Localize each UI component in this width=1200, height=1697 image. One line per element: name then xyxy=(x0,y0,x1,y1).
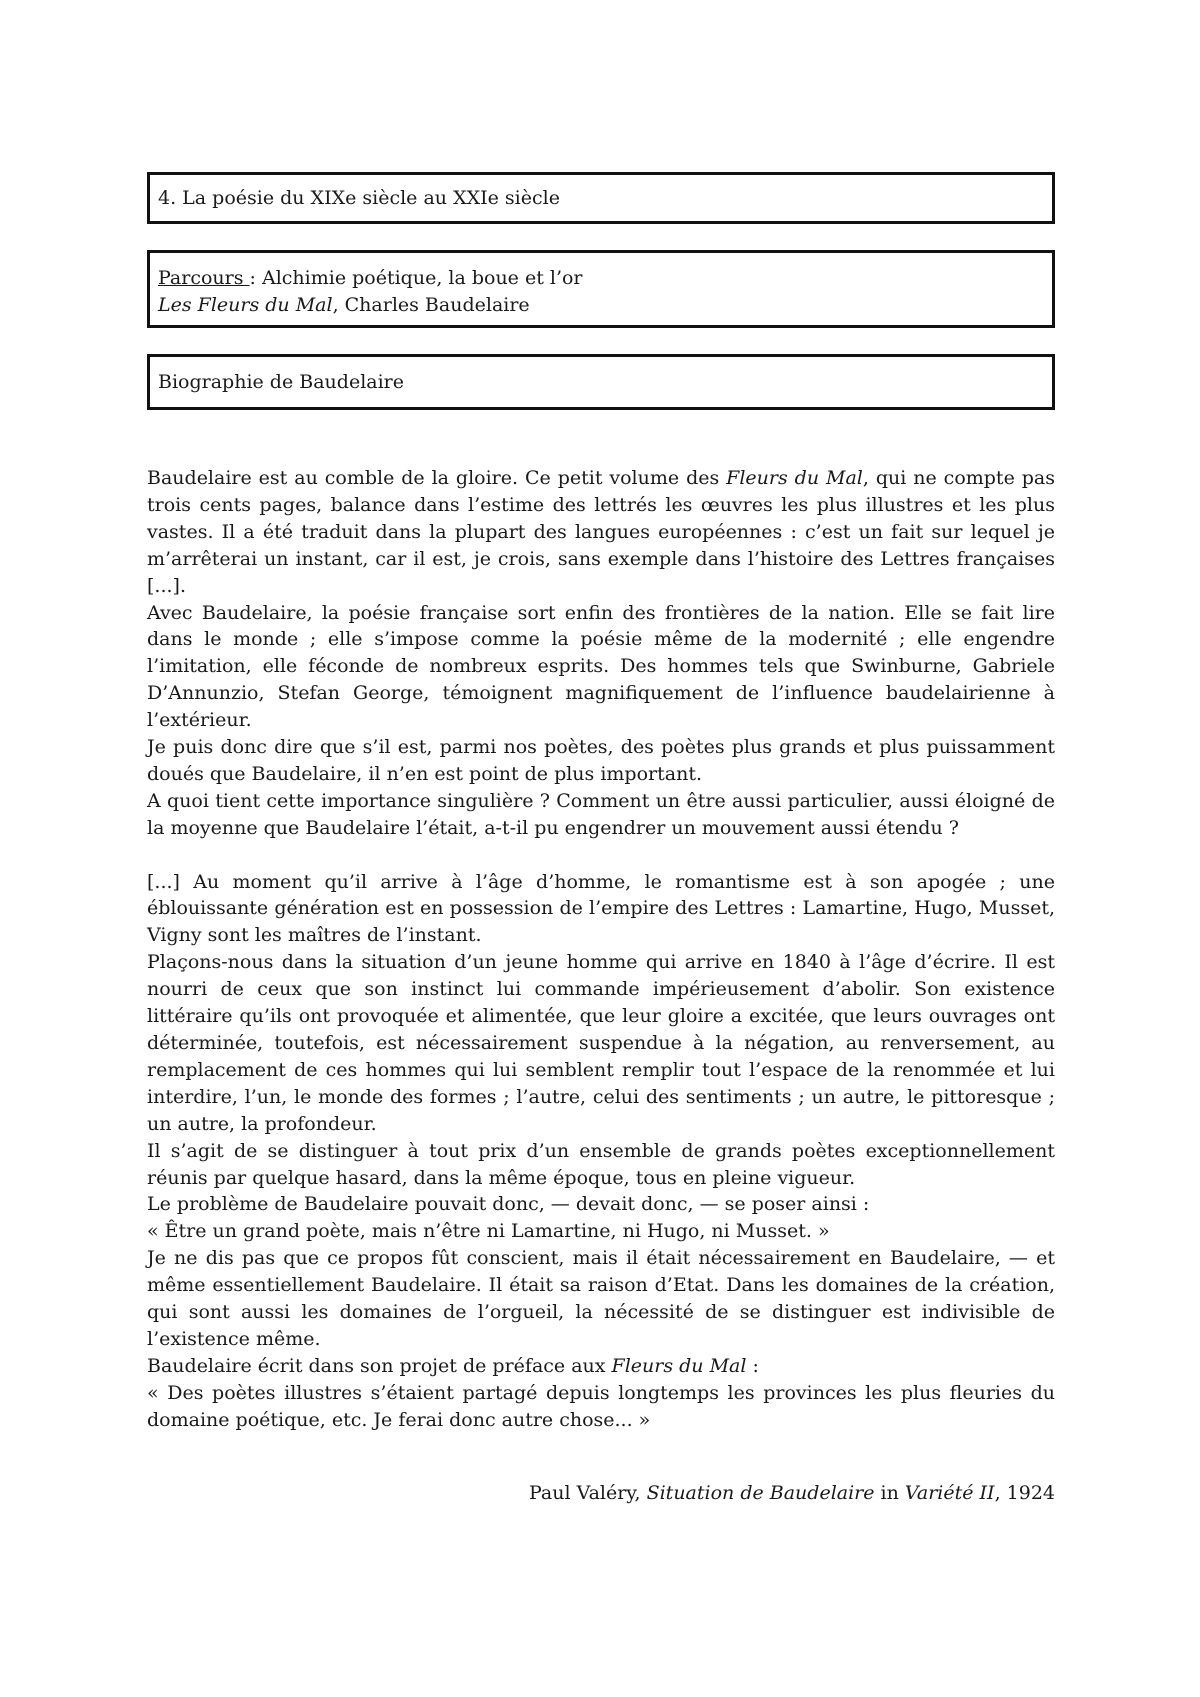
p11-text-a: Baudelaire écrit dans son projet de préface aux xyxy=(147,1354,612,1377)
paragraph-8: Le problème de Baudelaire pouvait donc, — devait donc, — se poser ainsi : xyxy=(147,1193,870,1216)
section-title: 4. La poésie du XIXe siècle au XXIe siècle xyxy=(158,187,560,209)
parcours-label: Parcours xyxy=(158,267,250,289)
parcours-box xyxy=(147,250,1055,328)
attribution-title: Situation de Baudelaire xyxy=(646,1482,875,1504)
paragraph-11 xyxy=(147,1353,1055,1380)
p1-text-b: , qui ne compte pas trois cents pages, balance dans l’estime des lettrés les œuvres les plus illustres et les plus vastes. Il a été traduit dans la plupart des langues européennes : c’est un fait sur lequel je m’arrêterai un instant, car il est, je crois, sans exemple dans l’histoire des Lettres françaises [...]. xyxy=(147,467,1055,597)
paragraph-7: Il s’agit de se distinguer à tout prix d’un ensemble de grands poètes exceptionnellement réunis par quelque hasard, dans la même époque, tous en pleine vigueur. xyxy=(147,1139,1055,1189)
work-title: Les Fleurs du Mal xyxy=(158,294,333,316)
p11-book-title: Fleurs du Mal xyxy=(611,1354,747,1377)
subtitle: Biographie de Baudelaire xyxy=(158,371,404,393)
p1-text-a: Baudelaire est au comble de la gloire. Ce petit volume des xyxy=(147,467,727,489)
parcours-line xyxy=(158,265,1044,292)
work-author: , Charles Baudelaire xyxy=(332,294,530,316)
paragraph-2: Avec Baudelaire, la poésie française sort enfin des frontières de la nation. Elle se fait lire dans le monde ; elle s’impose comme la poésie même de la modernité ; elle engendre l’imitation, elle féconde de nombreux esprits. Des hommes tels que Swinburne, Gabriele D’Annunzio, Stefan George, témoignent magnifiquement de l’influence baudelairienne à l’extérieur. xyxy=(147,601,1055,732)
p11-text-b: : xyxy=(746,1354,759,1377)
paragraph-5: [...] Au moment qu’il arrive à l’âge d’homme, le romantisme est à son apogée ; une éblouissante génération est en possession de l’empire des Lettres : Lamartine, Hugo, Musset, Vigny sont les maîtres de l’instant. xyxy=(147,870,1055,947)
main-text xyxy=(147,465,1055,1434)
paragraph-1 xyxy=(147,465,1055,600)
work-line xyxy=(158,292,1044,319)
paragraph-6: Plaçons-nous dans la situation d’un jeune homme qui arrive en 1840 à l’âge d’écrire. Il est nourri de ceux que son instinct lui commande impérieusement d’abolir. Son existence littéraire qu’ils ont provoquée et alimentée, que leur gloire a excitée, que leurs ouvrages ont déterminée, toutefois, est nécessairement suspendue à la négation, au renversement, au remplacement de ces hommes qui lui semblent remplir tout l’espace de la renommée et lui interdire, l’un, le monde des formes ; l’autre, celui des sentiments ; un autre, le pittoresque ; un autre, la profondeur. xyxy=(147,951,1055,1135)
section-title-box xyxy=(147,172,1055,224)
paragraph-12: « Des poètes illustres s’étaient partagé depuis longtemps les provinces les plus fleuries du domaine poétique, etc. Je ferai donc autre chose... » xyxy=(147,1381,1055,1431)
paragraph-9: « Être un grand poète, mais n’être ni Lamartine, ni Hugo, ni Musset. » xyxy=(147,1220,830,1243)
parcours-theme: Alchimie poétique, la boue et l’or xyxy=(261,267,583,289)
subtitle-box xyxy=(147,354,1055,410)
paragraph-10: Je ne dis pas que ce propos fût conscient, mais il était nécessairement en Baudelaire, — et même essentiellement Baudelaire. Il était sa raison d’Etat. Dans les domaines de la création, qui sont aussi les domaines de l’orgueil, la nécessité de se distinguer est indivisible de l’existence même. xyxy=(147,1247,1055,1350)
paragraph-4: A quoi tient cette importance singulière ? Comment un être aussi particulier, aussi éloigné de la moyenne que Baudelaire l’était, a-t-il pu engendrer un mouvement aussi étendu ? xyxy=(147,789,1055,839)
paragraph-3: Je puis donc dire que s’il est, parmi nos poètes, des poètes plus grands et plus puissamment doués que Baudelaire, il n’en est point de plus important. xyxy=(147,736,1055,785)
attribution xyxy=(147,1480,1055,1507)
parcours-separator: : xyxy=(249,267,262,289)
p1-book-title: Fleurs du Mal xyxy=(726,467,863,489)
attribution-author: Paul Valéry, xyxy=(528,1482,647,1504)
attribution-collection: Variété II xyxy=(904,1482,995,1504)
attribution-year: , 1924 xyxy=(994,1482,1055,1504)
attribution-in: in xyxy=(874,1482,905,1504)
